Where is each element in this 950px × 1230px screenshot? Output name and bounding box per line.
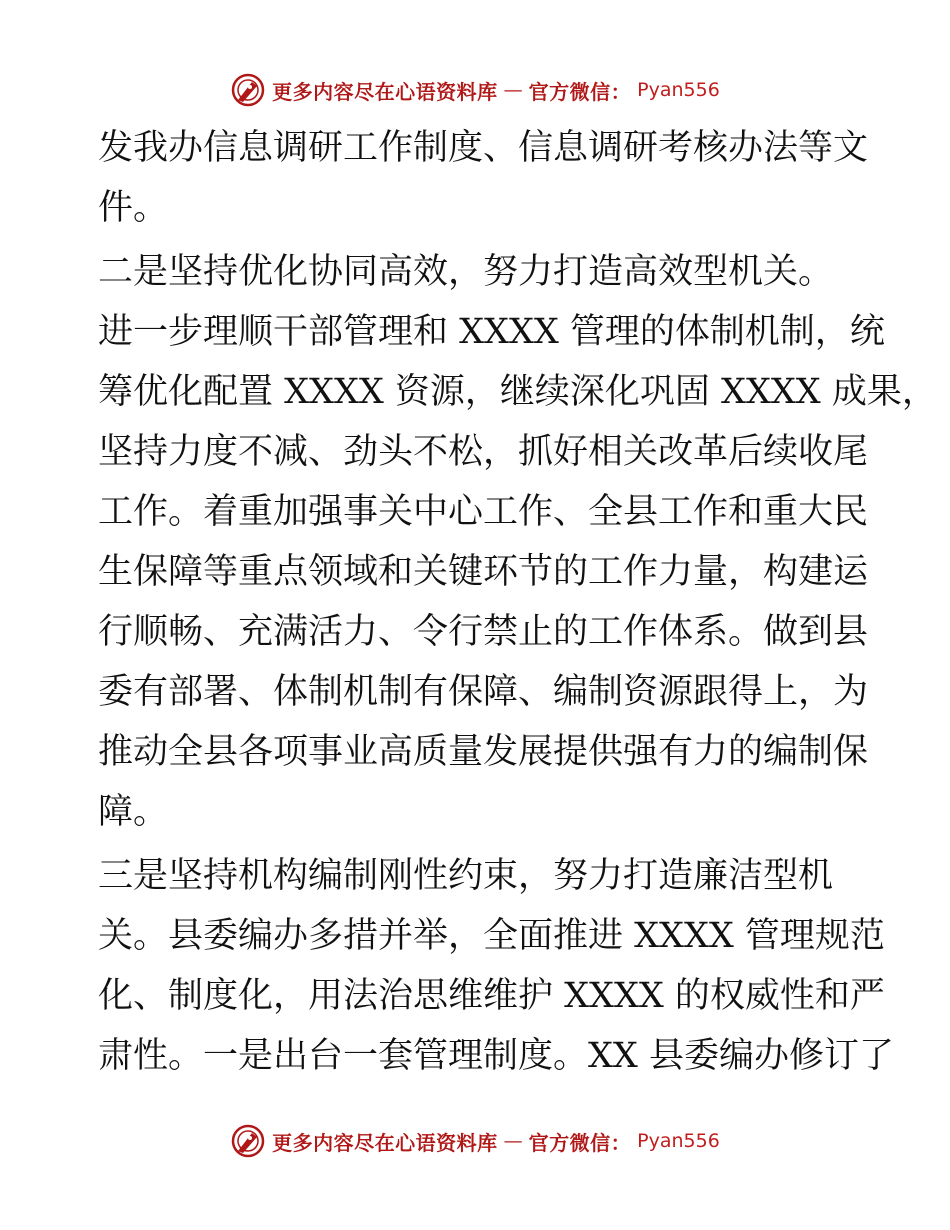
brand-text: 更多内容尽在心语资料库 [272, 79, 498, 104]
text-line: 推动全县各项事业高质量发展提供强有力的编制保 [98, 732, 869, 772]
text-line: 坚持力度不减、劲头不松，抓好相关改革后续收尾 [98, 432, 869, 472]
pen-nib-logo-icon [230, 1123, 266, 1159]
footer-watermark-banner [0, 1121, 950, 1161]
brand-text: 更多内容尽在心语资料库 [272, 1130, 498, 1155]
text-line: 工作。着重加强事关中心工作、全县工作和重大民 [98, 492, 869, 532]
text-line: 发我办信息调研工作制度、信息调研考核办法等文 [98, 128, 869, 168]
wechat-label: 官方微信： [528, 79, 632, 104]
text-line: 障。 [98, 792, 169, 832]
wechat-id: Pyan556 [637, 79, 720, 101]
text-line: 肃性。一是出台一套管理制度。XX 县委编办修订了 [98, 1036, 894, 1076]
wechat-id: Pyan556 [637, 1130, 720, 1152]
text-line: 行顺畅、充满活力、令行禁止的工作体系。做到县 [98, 612, 869, 652]
text-line: 化、制度化，用法治思维维护 XXXX 的权威性和严 [98, 976, 885, 1016]
header-watermark-banner [0, 70, 950, 110]
text-line: 三是坚持机构编制刚性约束，努力打造廉洁型机 [98, 856, 834, 896]
text-line: 二是坚持优化协同高效，努力打造高效型机关。 [98, 252, 834, 292]
text-line: 筹优化配置 XXXX 资源，继续深化巩固 XXXX 成果， [98, 372, 937, 412]
text-line: 进一步理顺干部管理和 XXXX 管理的体制机制，统 [98, 312, 885, 352]
document-body [98, 118, 937, 1086]
banner-separator: — [503, 79, 523, 101]
pen-nib-logo-icon [230, 72, 266, 108]
banner-separator: — [503, 1130, 523, 1152]
text-line: 关。县委编办多措并举，全面推进 XXXX 管理规范 [98, 916, 885, 956]
text-line: 生保障等重点领域和关键环节的工作力量，构建运 [98, 552, 869, 592]
wechat-label: 官方微信： [528, 1130, 632, 1155]
text-line: 件。 [98, 188, 169, 228]
text-line: 委有部署、体制机制有保障、编制资源跟得上，为 [98, 672, 869, 712]
